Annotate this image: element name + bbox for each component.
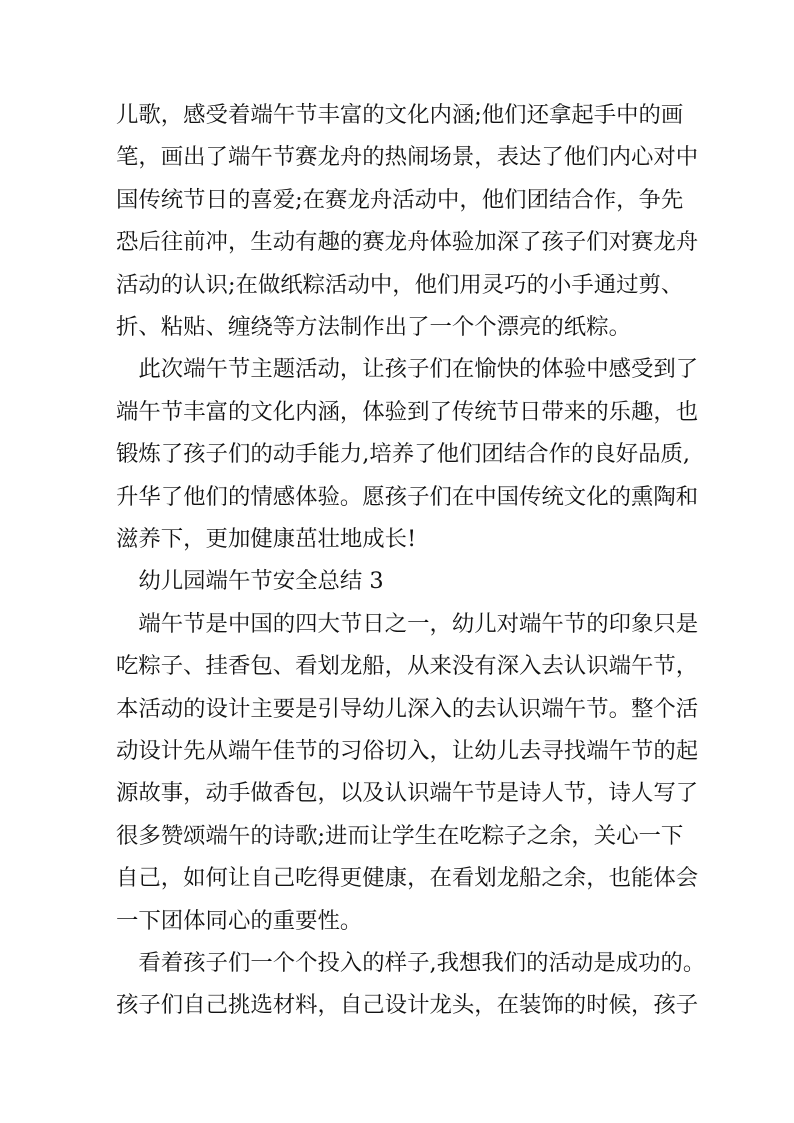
text-line-11: 滋养下，更加健康茁壮地成长!: [116, 526, 417, 552]
text-line-2: 笔，画出了端午节赛龙舟的热闹场景，表达了他们内心对中: [116, 144, 699, 170]
text-line-6: 折、粘贴、缠绕等方法制作出了一个个漂亮的纸粽。: [116, 314, 631, 340]
text-line-8: 端午节丰富的文化内涵，体验到了传统节日带来的乐趣，也: [116, 399, 699, 425]
text-line-4: 恐后往前冲，生动有趣的赛龙舟体验加深了孩子们对赛龙舟: [116, 229, 699, 255]
text-line-14: 吃粽子、挂香包、看划龙船，从来没有深入去认识端午节，: [116, 653, 699, 679]
text-line-19: 自己，如何让自己吃得更健康，在看划龙船之余，也能体会: [116, 865, 699, 891]
text-line-15: 本活动的设计主要是引导幼儿深入的去认识端午节。整个活: [116, 696, 699, 722]
text-line-18: 很多赞颂端午的诗歌;进而让学生在吃粽子之余，关心一下: [116, 823, 684, 849]
text-line-7: 此次端午节主题活动，让孩子们在愉快的体验中感受到了: [116, 356, 699, 382]
text-line-16: 动设计先从端午佳节的习俗切入，让幼儿去寻找端午节的起: [116, 738, 699, 764]
text-line-10: 升华了他们的情感体验。愿孩子们在中国传统文化的熏陶和: [116, 484, 699, 510]
text-line-20: 一下团体同心的重要性。: [116, 908, 363, 934]
section-heading: 幼儿园端午节安全总结 3: [116, 568, 384, 594]
text-line-17: 源故事，动手做香包，以及认识端午节是诗人节，诗人写了: [116, 780, 699, 806]
text-line-3: 国传统节日的喜爱;在赛龙舟活动中，他们团结合作，争先: [116, 187, 684, 213]
text-line-1: 儿歌，感受着端午节丰富的文化内涵;他们还拿起手中的画: [116, 102, 684, 128]
text-line-21: 看着孩子们一个个投入的样子,我想我们的活动是成功的。: [116, 950, 706, 976]
text-line-22: 孩子们自己挑选材料，自己设计龙头，在装饰的时候，孩子: [116, 992, 699, 1018]
text-line-9: 锻炼了孩子们的动手能力,培养了他们团结合作的良好品质,: [116, 441, 690, 467]
text-line-13: 端午节是中国的四大节日之一，幼儿对端午节的印象只是: [116, 611, 699, 637]
text-line-5: 活动的认识;在做纸粽活动中，他们用灵巧的小手通过剪、: [116, 272, 684, 298]
